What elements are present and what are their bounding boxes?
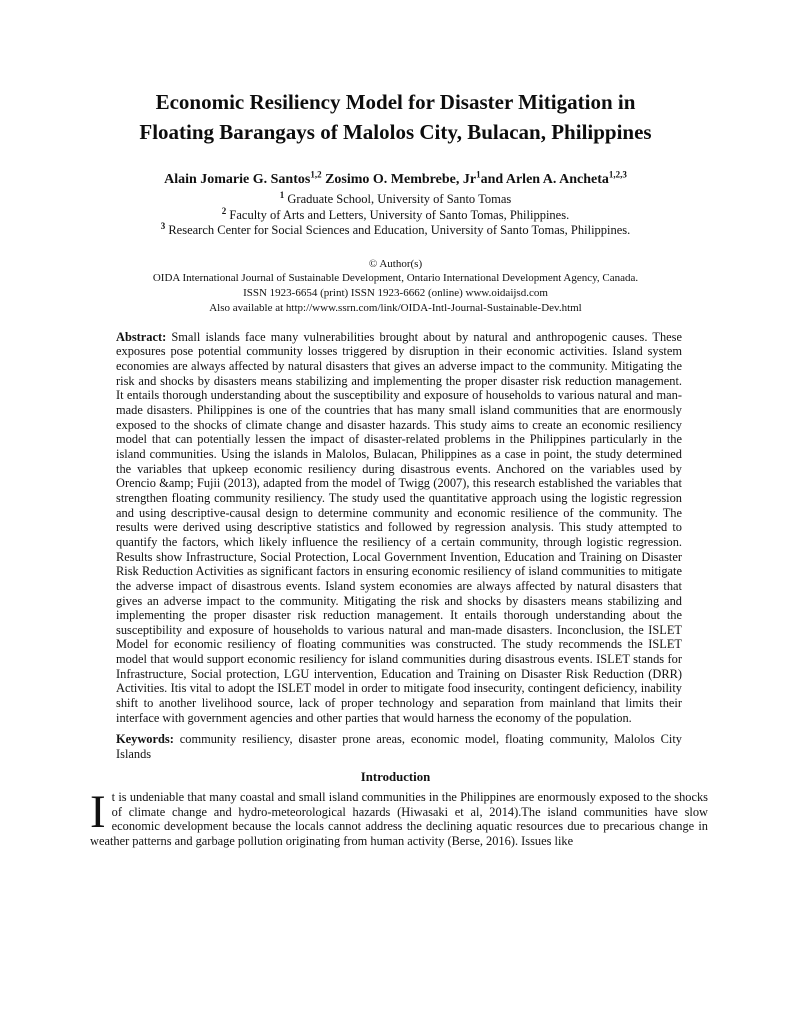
dropcap-letter: I — [90, 785, 106, 838]
paper-title — [0, 87, 791, 147]
author-affil-sup-2: 1 — [476, 169, 481, 180]
affiliation-line-2 — [0, 205, 791, 224]
affiliation-sup-2: 2 — [221, 205, 227, 216]
issn-line: ISSN 1923-6654 (print) ISSN 1923-6662 (online) www.oidaijsd.com — [243, 287, 548, 300]
author-affil-sup-3: 1,2,3 — [608, 169, 627, 180]
author-name-3: and Arlen A. Ancheta — [480, 172, 609, 187]
authors-line — [0, 171, 791, 188]
abstract-text: Small islands face many vulnerabilities brought about by natural and anthropogenic causes. These exposures pose potential community losses triggered by disruption in their economic activities. Island system economies are always affected by natural disasters that gives an adverse impact to the community. Mitigating the risk and shocks by disasters means stabilizing and implementing the proper disaster risk reduction management. It entails thorough understanding about the susceptibility and exposure of households to various natural and man-made disasters. Philippines is one of the countries that has many small island communities that are enormously exposed to the shocks of climate change and disaster hazards. This study aims to create an economic resiliency model that can potentially lessen the impact of disaster-related problems in the Philippines particularly in the island communities. Using the islands in Malolos, Bulacan, Philippines as a case in point, the study determined the variables that upkeep economic resiliency during disastrous events. Anchored on the variables used by Orencio &amp; Fujii (2013), adapted from the model of Twigg (2007), this research established the variables that strengthen floating community resiliency. The study used the quantitative approach using the logistic regression and using descriptive-causal design to determine community and economic resilience of the community. The results were derived using descriptive statistics and followed by regression analysis. This study attempted to quantify the factors, which likely influence the resiliency of a certain community, through logistic regression. Results show Infrastructure, Social Protection, Local Government Invention, Education and Training on Disaster Risk Reduction Activities as significant factors in ensuring economic resiliency of island communities to mitigate the adverse impact of disastrous events. Island system economies are always affected by natural disasters that gives an adverse impact to the community. Mitigating the risk and shocks by disasters means stabilizing and implementing the proper disaster risk reduction management. It entails thorough understanding about the susceptibility and exposure of households to various natural and man-made disasters. Inconclusion, the ISLET Model for economic resiliency of floating communities was constructed. The study recommends the ISLET model that would support economic resiliency for island communities during disastrous events. ISLET stands for Infrastructure, Social protection, LGU intervention, Education and Training on Disaster Risk Reduction (DRR) Activities. Itis vital to adopt the ISLET model in order to mitigate food insecurity, contingent deficiency, inability shift to another livelihood source, lack of proper technology and separation from mainland that limits their interface with government agencies and other parties that would harness the economy of the population. — [116, 329, 682, 725]
paper-title-line2: Floating Barangays of Malolos City, Bulacan, Philippines — [139, 120, 652, 144]
introduction-paragraph — [90, 785, 708, 849]
introduction-text: t is undeniable that many coastal and small island communities in the Philippines are enormously exposed to the shocks of climate change and hydro-meteorological hazards (Hiwasaki et al, 2014).The island communities have slow economic development because the locals cannot address the declining aquatic resources due to precarious change in weather patterns and garbage pollution originating from human activity (Berse, 2016). Issues like — [90, 789, 708, 849]
affiliation-text-3: Research Center for Social Sciences and Education, University of Santo Tomas, Philippines. — [165, 223, 631, 237]
affiliation-text-2: Faculty of Arts and Letters, University of Santo Tomas, Philippines. — [226, 207, 570, 222]
keywords-label: Keywords: — [116, 732, 174, 747]
keywords-paragraph — [116, 732, 682, 761]
copyright-line: © Author(s) — [368, 257, 423, 270]
paper-title-line1: Economic Resiliency Model for Disaster Mitigation in — [155, 90, 636, 114]
publisher-block — [0, 257, 791, 316]
affiliations-block — [0, 189, 791, 239]
abstract-paragraph — [116, 330, 682, 726]
introduction-heading: Introduction — [360, 769, 431, 784]
author-name-1: Alain Jomarie G. Santos — [164, 172, 311, 187]
author-name-2: Zosimo O. Membrebe, Jr — [321, 172, 477, 187]
affiliation-line-3 — [0, 220, 791, 239]
availability-line: Also available at http://www.ssrn.com/link/OIDA-Intl-Journal-Sustainable-Dev.html — [209, 301, 582, 314]
affiliation-sup-1: 1 — [279, 189, 285, 200]
abstract-label: Abstract: — [116, 329, 167, 344]
affiliation-sup-3: 3 — [160, 220, 166, 231]
journal-line: OIDA International Journal of Sustainable Development, Ontario International Development Agency, Canada. — [152, 272, 639, 285]
keywords-text: community resiliency, disaster prone areas, economic model, floating community, Malolos City Islands — [116, 732, 682, 762]
author-affil-sup-1: 1,2 — [310, 169, 322, 180]
affiliation-line-1 — [0, 189, 791, 208]
affiliation-text-1: Graduate School, University of Santo Tomas — [284, 192, 512, 206]
